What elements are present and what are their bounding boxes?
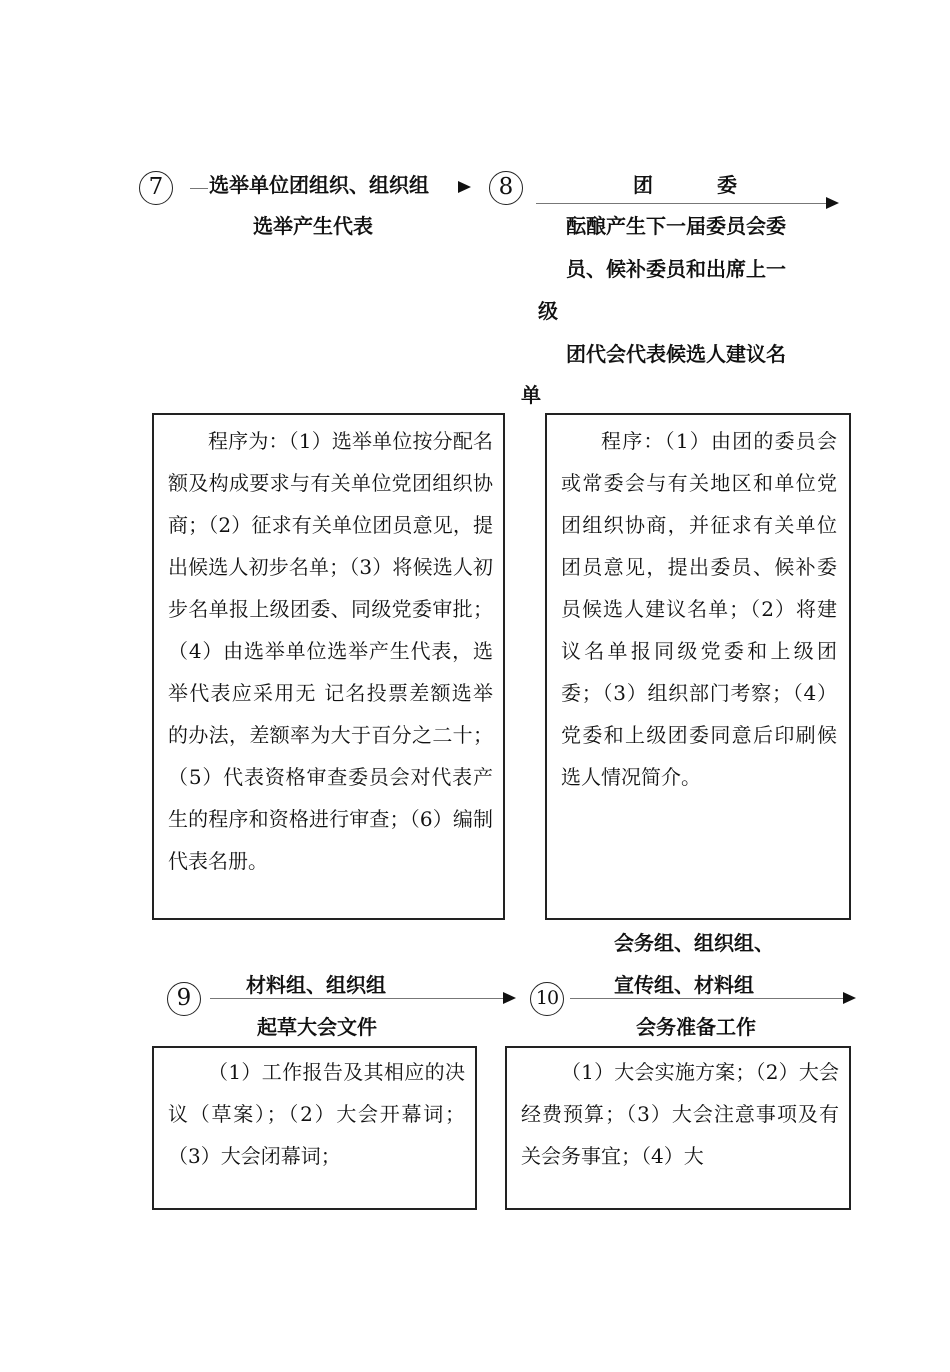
step-10-number: 10 [530, 982, 564, 1016]
step-10-action: 会务准备工作 [636, 1015, 756, 1039]
step-7-actor: 选举单位团组织、组织组 [209, 173, 429, 197]
step-9-procedure-text: （1）工作报告及其相应的决议（草案）；（2）大会开幕词；（3）大会闭幕词； [168, 1060, 465, 1168]
step-10-arrow-line [570, 998, 844, 999]
step-8-action-line-5: 单 [521, 383, 541, 407]
step-8-number: 8 [489, 171, 523, 205]
step-9-number: 9 [167, 982, 201, 1016]
step-10-actor-line-2: 宣传组、材料组 [614, 973, 754, 997]
step-8-actor: 团 委 [633, 173, 745, 197]
step-9-arrow-line [210, 998, 504, 999]
step-7-arrowhead [458, 181, 471, 193]
step-8-action-line-3: 级 [538, 299, 558, 323]
step-10-procedure-text: （1）大会实施方案；（2）大会经费预算；（3）大会注意事项及有关会务事宜；（4）大 [521, 1060, 839, 1168]
step-7-procedure-text: 程序为：（1）选举单位按分配名额及构成要求与有关单位党团组织协商；（2）征求有关单位团员意见，提出候选人初步名单；（3）将候选人初步名单报上级团委、同级党委审批；（4）由选举单位选举产生代表，选举代表应采用无 记名投票差额选举的办法，差额率为大于百分之二十；（5）代表资格审查委员会对代表产生的程序和资格进行审查；（6）编制代表名册。 [168, 429, 493, 873]
step-8-action-line-4: 团代会代表候选人建议名 [566, 342, 786, 366]
step-7-number: 7 [139, 171, 173, 205]
step-10-actor-line-1: 会务组、组织组、 [614, 931, 774, 955]
step-8-procedure-box [545, 413, 851, 920]
step-9-arrowhead [503, 992, 516, 1004]
step-10-arrowhead [843, 992, 856, 1004]
step-8-arrow-line [536, 203, 827, 204]
step-7-action: 选举产生代表 [253, 214, 373, 238]
step-9-actor: 材料组、组织组 [246, 973, 386, 997]
step-8-arrowhead [826, 197, 839, 209]
step-7-procedure-box [152, 413, 505, 920]
step-8-action-line-2: 员、候补委员和出席上一 [566, 257, 786, 281]
step-9-procedure-box [152, 1046, 477, 1210]
step-7-arrow-line [190, 188, 208, 189]
step-8-action-line-1: 酝酿产生下一届委员会委 [566, 214, 786, 238]
step-9-action: 起草大会文件 [257, 1015, 377, 1039]
step-10-procedure-box [505, 1046, 851, 1210]
step-8-procedure-text: 程序：（1）由团的委员会或常委会与有关地区和单位党团组织协商，并征求有关单位团员意见，提出委员、候补委员候选人建议名单；（2）将建议名单报同级党委和上级团委；（3）组织部门考察；（4）党委和上级团委同意后印刷候选人情况简介。 [561, 429, 837, 789]
